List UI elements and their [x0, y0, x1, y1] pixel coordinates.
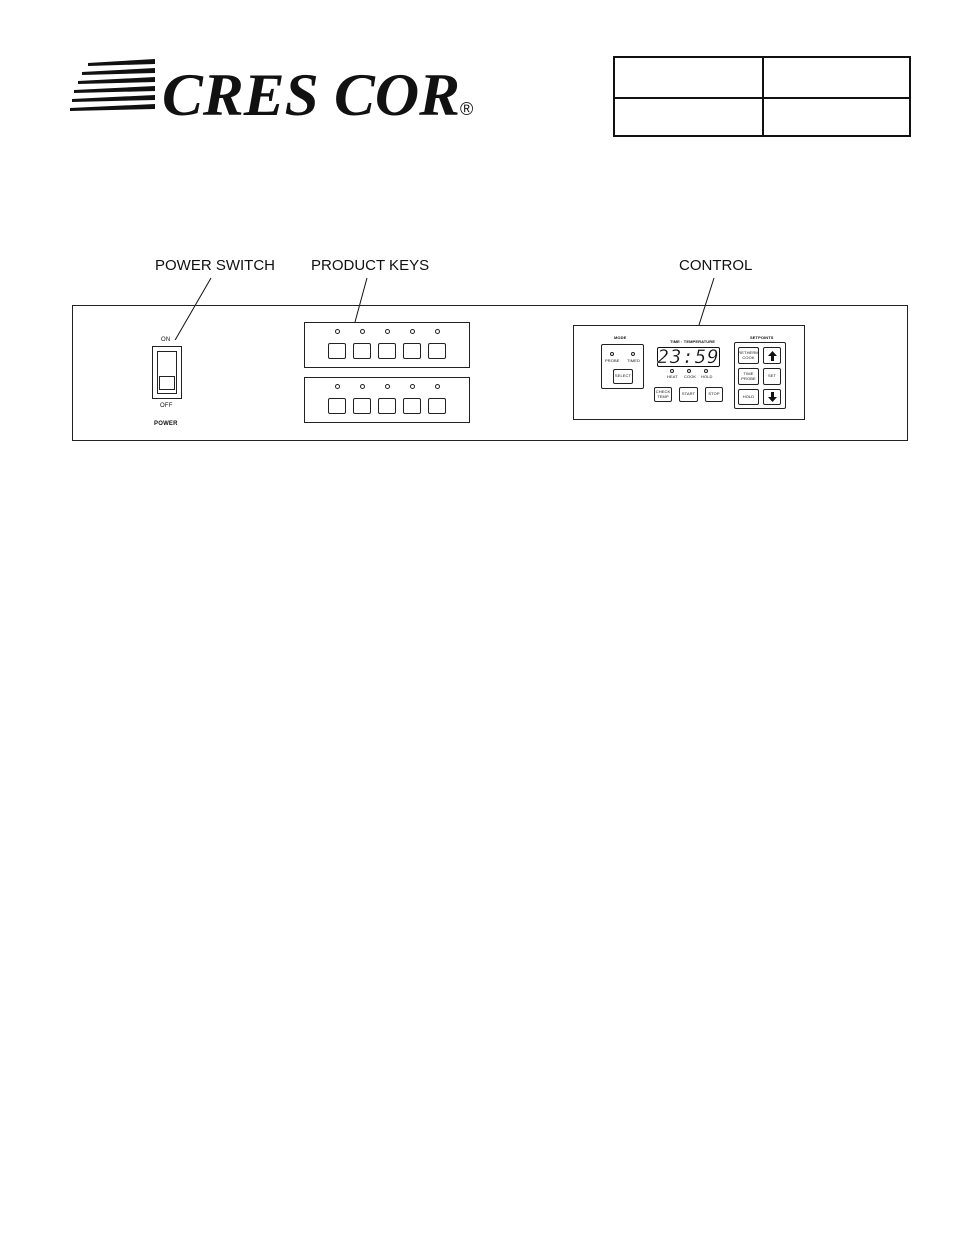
stop-button[interactable]: STOP [705, 387, 723, 402]
cook-label: COOK [684, 374, 697, 379]
display-readout: 23:59 [657, 346, 720, 368]
mode-group [601, 344, 644, 389]
product-key-strip-2 [304, 377, 470, 423]
product-key[interactable] [328, 343, 346, 359]
product-led [335, 329, 340, 334]
hold-button[interactable]: HOLD [738, 389, 759, 405]
product-key[interactable] [328, 398, 346, 414]
product-key[interactable] [403, 398, 421, 414]
product-led [360, 329, 365, 334]
up-button[interactable] [763, 347, 781, 364]
callout-leader-lines [0, 0, 954, 340]
info-table-divider-v [762, 58, 764, 135]
callout-product-keys: PRODUCT KEYS [311, 257, 430, 274]
timed-led [631, 352, 635, 356]
product-led [435, 384, 440, 389]
product-key[interactable] [428, 398, 446, 414]
product-key[interactable] [428, 343, 446, 359]
probe-label: PROBE [605, 358, 620, 363]
heat-led [670, 369, 674, 373]
product-led [385, 329, 390, 334]
controller-module [573, 325, 805, 420]
hold-indicator-label: HOLD [701, 374, 713, 379]
heat-label: HEAT [667, 374, 678, 379]
rocker-paddle [157, 351, 177, 394]
time-probe-button[interactable]: TIME PROBE [738, 368, 759, 385]
product-key[interactable] [353, 398, 371, 414]
cook-led [687, 369, 691, 373]
up-arrow-icon [768, 351, 777, 361]
down-button[interactable] [763, 389, 781, 405]
rocker-pad [159, 376, 175, 390]
probe-led [610, 352, 614, 356]
product-key[interactable] [353, 343, 371, 359]
hold-led [704, 369, 708, 373]
product-led [385, 384, 390, 389]
power-on-label: ON [161, 337, 171, 343]
callout-control: CONTROL [679, 257, 753, 274]
product-led [435, 329, 440, 334]
product-led [360, 384, 365, 389]
start-button[interactable]: START [679, 387, 698, 402]
product-led [335, 384, 340, 389]
setpoints-group [734, 342, 786, 409]
product-led [410, 384, 415, 389]
check-temp-button[interactable]: CHECK TEMP [654, 387, 672, 402]
setpoints-title: SETPOINTS [750, 335, 774, 340]
callout-power-switch: POWER SWITCH [155, 257, 275, 274]
down-arrow-icon [768, 392, 777, 402]
brand-name: CRES COR [162, 62, 460, 125]
select-button[interactable]: SELECT [613, 369, 633, 384]
retherm-cook-button[interactable]: RETHERM COOK [738, 347, 759, 364]
power-rocker-switch[interactable] [152, 346, 182, 399]
cres-cor-logo [70, 55, 490, 125]
power-off-label: OFF [160, 403, 173, 409]
time-temperature-display [657, 347, 720, 367]
mode-title: MODE [614, 335, 627, 340]
set-button[interactable]: SET [763, 368, 781, 385]
info-table [613, 56, 911, 137]
product-key-strip-1 [304, 322, 470, 368]
registered-mark: ® [460, 99, 474, 119]
timed-label: TIMED [627, 358, 640, 363]
product-led [410, 329, 415, 334]
product-key[interactable] [378, 398, 396, 414]
product-key[interactable] [403, 343, 421, 359]
product-key[interactable] [378, 343, 396, 359]
power-caption: POWER [154, 421, 178, 427]
display-title: TIME · TEMPERATURE [670, 339, 716, 344]
